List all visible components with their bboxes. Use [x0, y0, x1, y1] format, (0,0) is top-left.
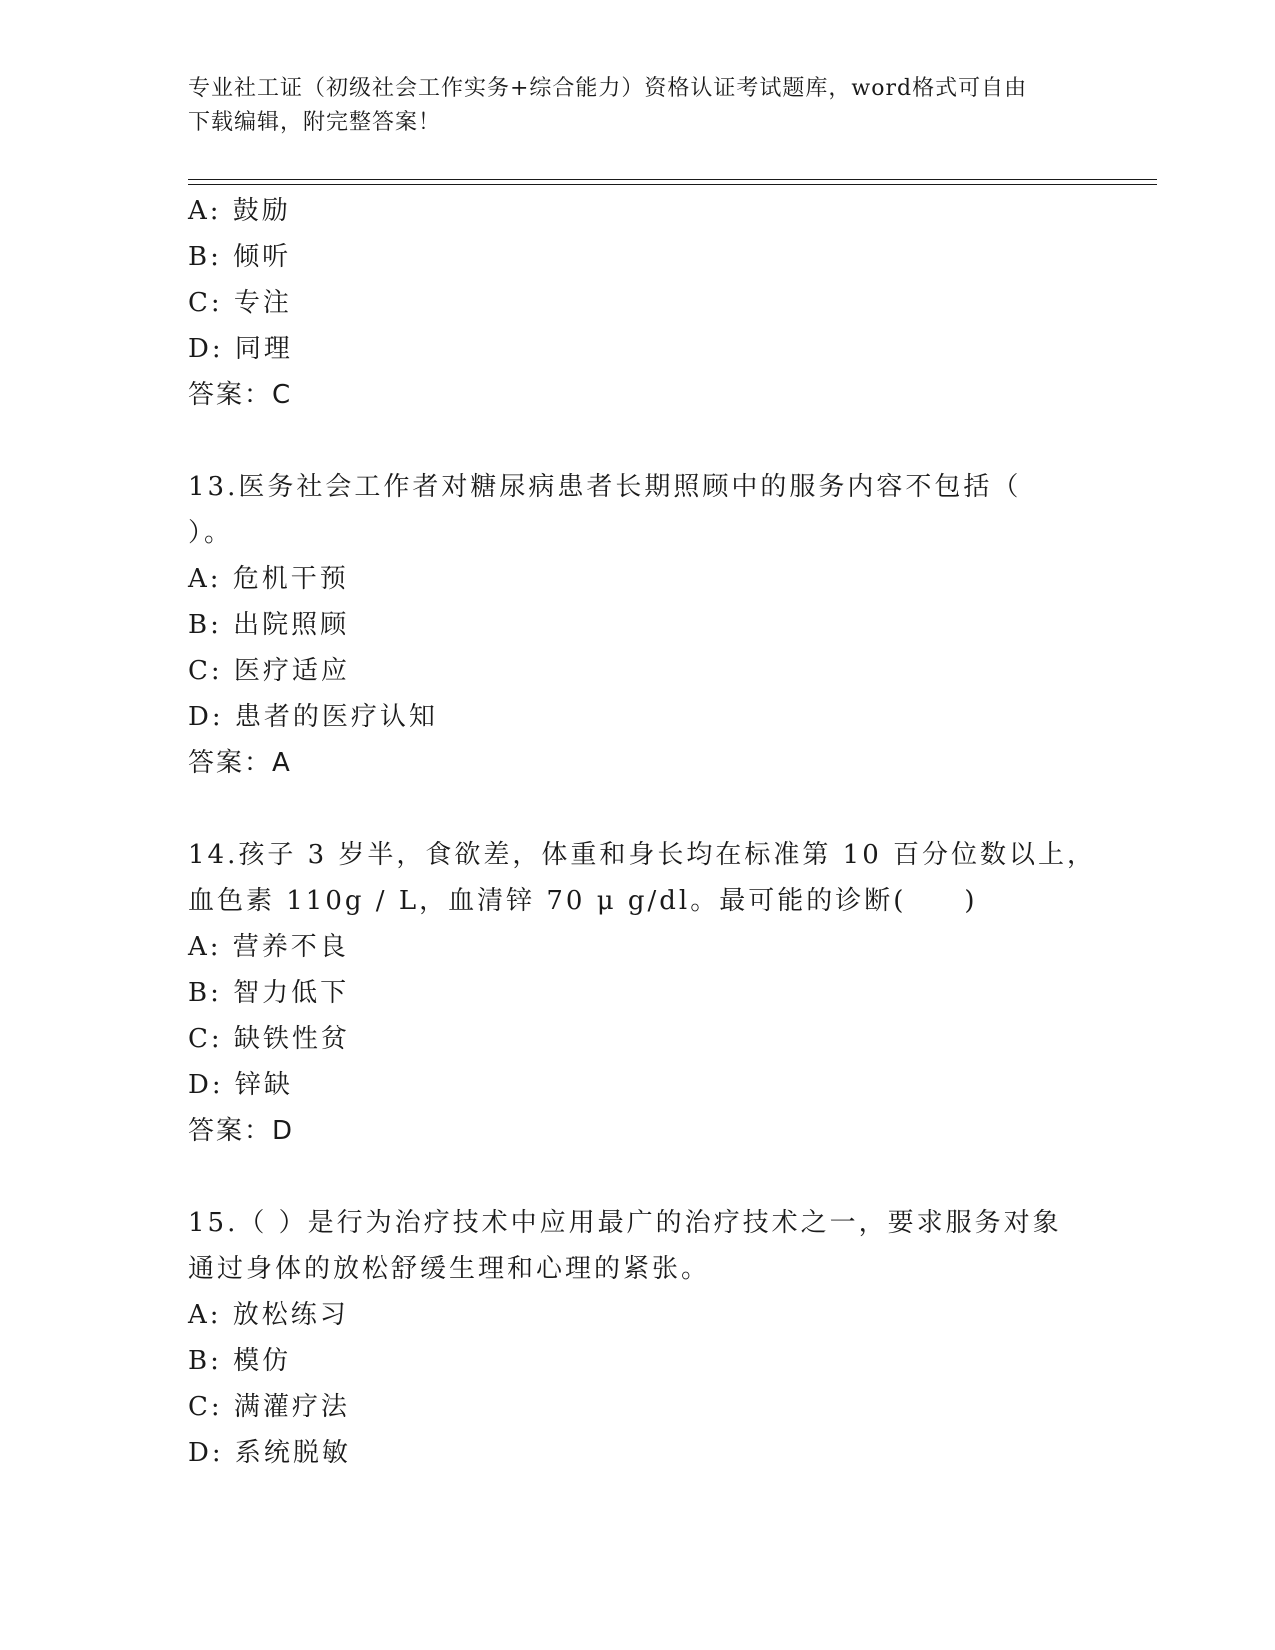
option-a: A: 营养不良: [188, 932, 349, 962]
header-line-2: 下载编辑，附完整答案！: [188, 110, 442, 135]
option-c: C: 缺铁性贫: [188, 1024, 350, 1054]
option-d: D: 系统脱敏: [188, 1438, 351, 1468]
question-block-15: [188, 1200, 1088, 1476]
option-b: B: 倾听: [188, 242, 292, 272]
header-line-1: 专业社工证（初级社会工作实务+综合能力）资格认证考试题库，word格式可自由: [188, 76, 1028, 101]
option-b: B: 模仿: [188, 1346, 292, 1376]
option-c: C: 满灌疗法: [188, 1392, 350, 1422]
option-a: A: 放松练习: [188, 1300, 349, 1330]
document-body: [188, 188, 1097, 1476]
option-b: B: 智力低下: [188, 978, 350, 1008]
spacer: [188, 418, 1088, 464]
answer: 答案：D: [188, 1116, 295, 1146]
spacer: [188, 786, 1088, 832]
question-block-12: [188, 188, 1088, 418]
document-header: [188, 72, 1088, 140]
question-text-line-2: 血色素 110g / L，血清锌 70 μ g/dl。最可能的诊断( ): [188, 886, 978, 916]
question-block-13: [188, 464, 1088, 786]
question-block-14: [188, 832, 1097, 1154]
answer: 答案：A: [188, 748, 292, 778]
option-d: D: 患者的医疗认知: [188, 702, 438, 732]
question-text-line-1: 13.医务社会工作者对糖尿病患者长期照顾中的服务内容不包括（: [188, 472, 1022, 502]
option-c: C: 专注: [188, 288, 292, 318]
spacer: [188, 1154, 1088, 1200]
answer: 答案：C: [188, 380, 293, 410]
option-c: C: 医疗适应: [188, 656, 350, 686]
question-text-line-1: 15.（ ）是行为治疗技术中应用最广的治疗技术之一，要求服务对象: [188, 1208, 1062, 1238]
option-b: B: 出院照顾: [188, 610, 350, 640]
header-divider-top: [188, 179, 1157, 180]
option-d: D: 锌缺: [188, 1070, 293, 1100]
question-text-line-2: ）。: [188, 518, 234, 548]
option-d: D: 同理: [188, 334, 293, 364]
question-text-line-2: 通过身体的放松舒缓生理和心理的紧张。: [188, 1254, 711, 1284]
option-a: A: 鼓励: [188, 196, 291, 226]
question-text-line-1: 14.孩子 3 岁半，食欲差，体重和身长均在标准第 10 百分位数以上，: [188, 840, 1097, 870]
header-divider-bottom: [188, 184, 1157, 185]
option-a: A: 危机干预: [188, 564, 349, 594]
